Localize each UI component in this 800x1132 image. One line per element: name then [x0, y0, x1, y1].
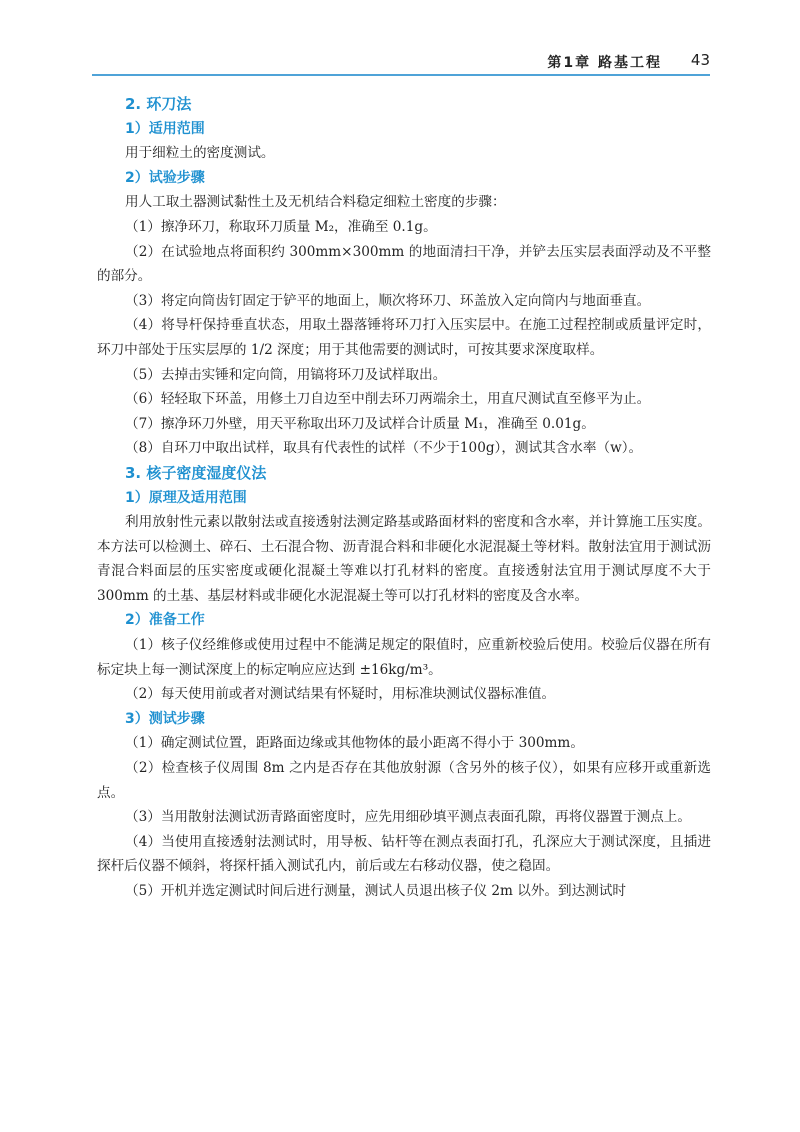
step-item: （6）轻轻取下环盖，用修土刀自边至中削去环刀两端余土，用直尺测试直至修平为止。	[125, 391, 651, 408]
principle-text: 利用放射性元素以散射法或直接透射法测定路基或路面材料的密度和含水率，并计算施工压实度。本方法可以检测土、碎石、土石混合物、沥青混合料和非硬化水泥混凝土等材料。散射法宜用于测试沥青混合料面层的压实密度或硬化混凝土等难以打孔材料的密度。直接透射法宜用于测试厚度不大于 300mm 的土基、基层材料或非硬化水泥混凝土等可以打孔材料的密度及含水率。	[97, 514, 711, 604]
subsection-title-scope: 1）适用范围	[125, 120, 205, 137]
prep-item: （1）核子仪经维修或使用过程中不能满足规定的限值时，应重新校验后使用。校验后仪器在所有标定块上每一测试深度上的标定响应应达到 ±16kg/m³。	[97, 637, 711, 678]
chapter-title: 第1章 路基工程	[547, 55, 662, 71]
step-item: （5）去掉击实锤和定向筒，用镐将环刀及试样取出。	[125, 366, 447, 383]
subsection-title-steps: 2）试验步骤	[125, 169, 205, 186]
step-item: （1）擦净环刀，称取环刀质量 M₂，准确至 0.1g。	[125, 218, 437, 235]
step-item: （4）将导杆保持垂直状态，用取土器落锤将环刀打入压实层中。在施工过程控制或质量评定时，环刀中部处于压实层厚的 1/2 深度；用于其他需要的测试时，可按其要求深度取样。	[97, 317, 711, 358]
section-title-ring-knife: 2. 环刀法	[125, 95, 192, 113]
page-number: 43	[690, 51, 710, 69]
subsection-title-principle: 1）原理及适用范围	[125, 489, 247, 506]
test-item: （4）当使用直接透射法测试时，用导板、钻杆等在测点表面打孔，孔深应大于测试深度，且插进探杆后仪器不倾斜，将探杆插入测试孔内，前后或左右移动仪器，使之稳固。	[97, 833, 711, 875]
page-body	[97, 92, 711, 904]
step-item: （3）将定向筒齿钉固定于铲平的地面上，顺次将环刀、环盖放入定向筒内与地面垂直。	[125, 292, 651, 309]
step-item: （7）擦净环刀外壁，用天平称取出环刀及试样合计质量 M₁，准确至 0.01g。	[125, 415, 595, 432]
test-item: （5）开机并选定测试时间后进行测量，测试人员退出核子仪 2m 以外。到达测试时	[125, 883, 627, 899]
subsection-title-prep: 2）准备工作	[125, 612, 205, 629]
section-title-nuclear: 3. 核子密度湿度仪法	[125, 463, 267, 482]
test-item: （2）检查核子仪周围 8m 之内是否存在其他放射源（含另外的核子仪），如果有应移开或重新选点。	[97, 760, 711, 801]
subsection-title-test: 3）测试步骤	[125, 710, 205, 727]
steps-intro: 用人工取土器测试黏性土及无机结合料稳定细粒土密度的步骤：	[125, 194, 506, 211]
step-item: （2）在试验地点将面积约 300mm×300mm 的地面清扫干净，并铲去压实层表面浮动及不平整的部分。	[97, 243, 711, 285]
page-header	[92, 40, 710, 76]
scope-text: 用于细粒土的密度测试。	[125, 145, 275, 162]
test-item: （1）确定测试位置，距路面边缘或其他物体的最小距离不得小于 300mm。	[125, 735, 584, 752]
prep-item: （2）每天使用前或者对测试结果有怀疑时，用标准块测试仪器标准值。	[125, 686, 556, 703]
test-item: （3）当用散射法测试沥青路面密度时，应先用细砂填平测点表面孔隙，再将仪器置于测点上。	[125, 809, 691, 826]
step-item: （8）自环刀中取出试样，取具有代表性的试样（不少于100g），测试其含水率（w）。	[125, 440, 643, 457]
